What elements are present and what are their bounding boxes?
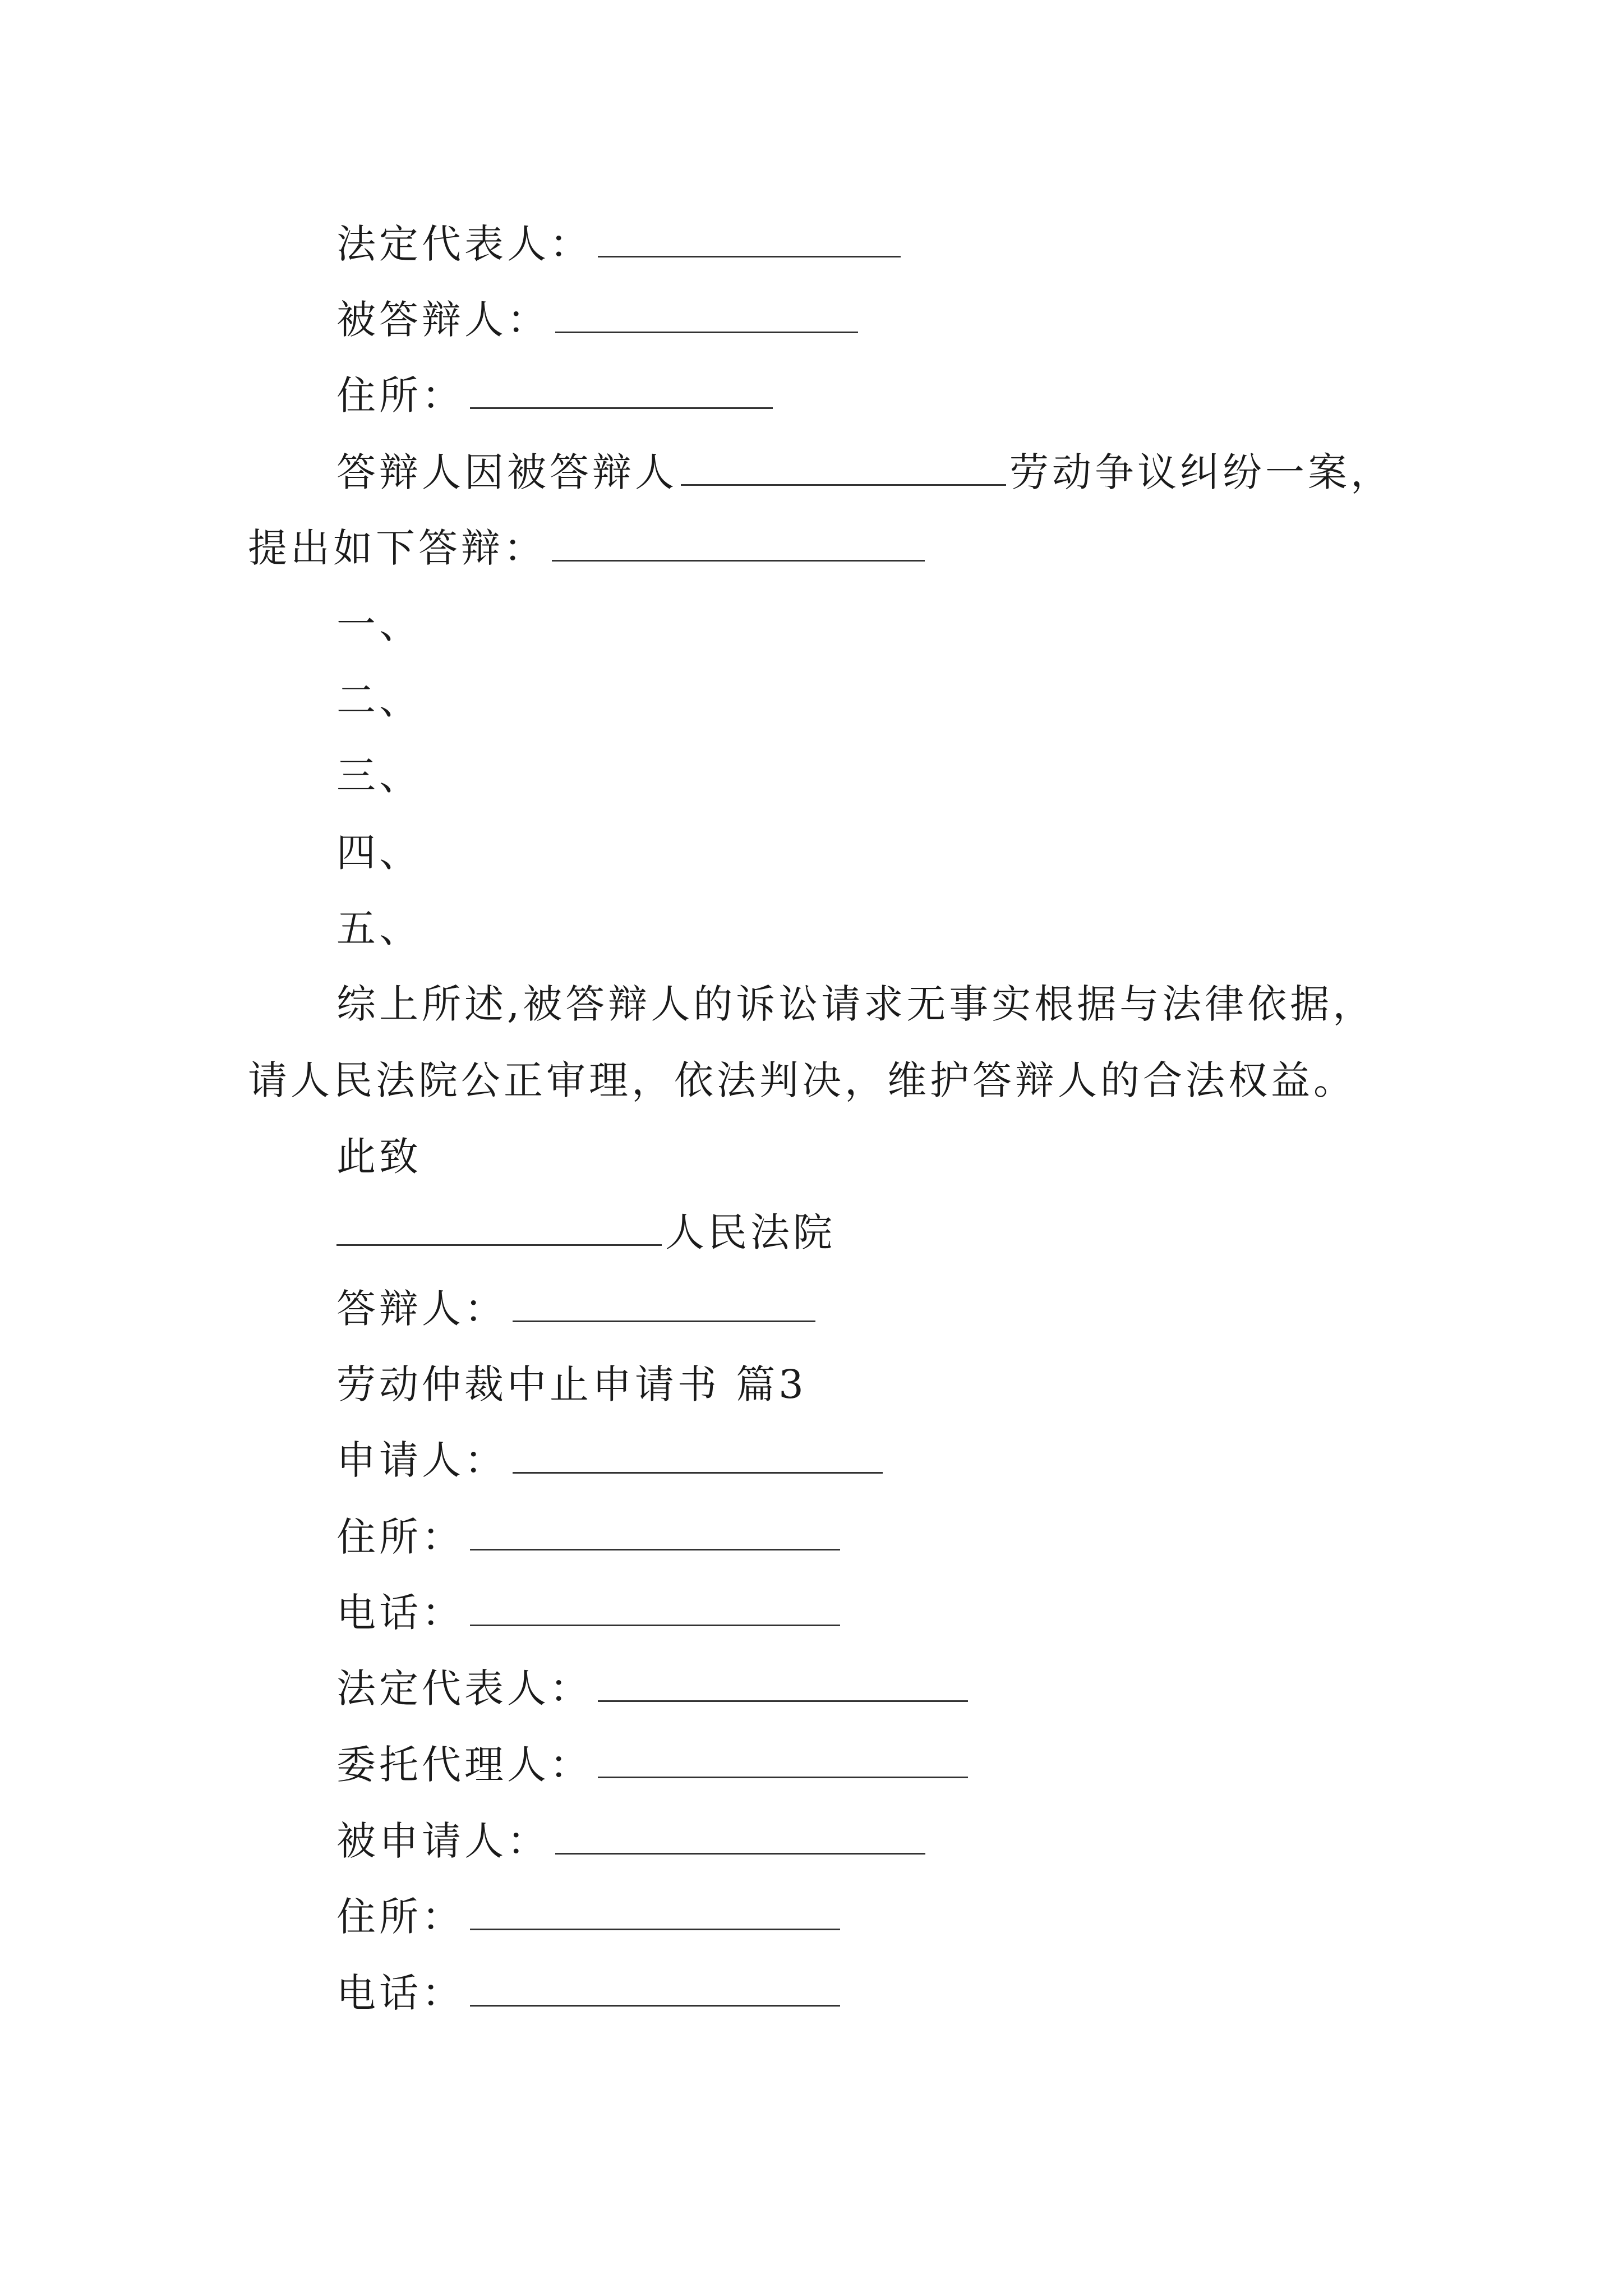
respondent-applicant-label: 被申请人： — [336, 1818, 550, 1864]
respondent-applicant-blank — [555, 1818, 925, 1855]
address-label: 住所： — [336, 372, 464, 418]
respondent-name-blank — [681, 449, 1006, 486]
defense-intro-text-a: 答辩人因被答辩人 — [336, 449, 677, 495]
legal-representative-label: 法定代表人： — [336, 221, 592, 267]
point-one — [336, 596, 422, 652]
applicant-legal-rep-blank — [598, 1665, 968, 1702]
point-two — [336, 672, 422, 728]
respondent-address-line — [336, 1889, 840, 1945]
point-four-label: 四、 — [336, 830, 422, 876]
address-line — [336, 367, 773, 424]
applicant-line — [336, 1432, 883, 1488]
salutation-text: 此致 — [336, 1134, 422, 1180]
court-line — [336, 1204, 836, 1260]
defendant-blank — [513, 1286, 815, 1322]
point-one-label: 一、 — [336, 601, 422, 647]
point-four — [336, 825, 422, 881]
salutation-line — [336, 1129, 422, 1185]
respondent-phone-blank — [470, 1970, 840, 2007]
respondent-applicant-line — [336, 1813, 925, 1869]
defendant-label: 答辩人： — [336, 1286, 507, 1332]
applicant-phone-label: 电话： — [336, 1590, 464, 1636]
court-name-blank — [336, 1209, 662, 1246]
court-label: 人民法院 — [665, 1209, 836, 1255]
agent-label: 委托代理人： — [336, 1742, 592, 1788]
applicant-phone-blank — [470, 1590, 840, 1626]
address-blank — [470, 372, 773, 409]
point-five-label: 五、 — [336, 905, 422, 951]
conclusion-text-2: 请人民法院公正审理，依法判决，维护答辩人的合法权益。 — [248, 1057, 1356, 1103]
point-five — [336, 900, 422, 956]
respondent-label: 被答辩人： — [336, 297, 550, 343]
applicant-phone-line — [336, 1585, 840, 1641]
applicant-address-blank — [470, 1514, 840, 1550]
point-three — [336, 748, 422, 804]
defense-intro-text-b: 劳动争议纠纷一案， — [1009, 449, 1393, 495]
agent-blank — [598, 1742, 968, 1778]
conclusion-line-2 — [248, 1052, 1356, 1108]
respondent-address-blank — [470, 1894, 840, 1930]
point-two-label: 二、 — [336, 677, 422, 723]
applicant-legal-rep-line — [336, 1660, 968, 1717]
respondent-line — [336, 292, 858, 348]
defense-statement-label: 提出如下答辩： — [248, 525, 546, 571]
defense-statement-line — [248, 520, 925, 576]
applicant-legal-rep-label: 法定代表人： — [336, 1665, 592, 1711]
defense-intro-line — [336, 444, 1393, 500]
agent-line — [336, 1737, 968, 1793]
respondent-blank — [555, 297, 858, 333]
section-title — [336, 1356, 807, 1412]
applicant-blank — [513, 1437, 883, 1474]
defendant-signature-line — [336, 1281, 815, 1337]
legal-representative-blank — [598, 221, 901, 257]
applicant-address-line — [336, 1509, 840, 1565]
conclusion-line-1 — [336, 976, 1375, 1032]
legal-representative-line — [336, 216, 901, 272]
applicant-label: 申请人： — [336, 1437, 507, 1483]
applicant-address-label: 住所： — [336, 1514, 464, 1560]
respondent-phone-label: 电话： — [336, 1970, 464, 2016]
section-title-text: 劳动仲裁中止申请书 篇3 — [336, 1361, 807, 1407]
defense-statement-blank — [552, 525, 925, 562]
respondent-address-label: 住所： — [336, 1894, 464, 1940]
conclusion-text-1: 综上所述,被答辩人的诉讼请求无事实根据与法律依据， — [336, 981, 1376, 1027]
respondent-phone-line — [336, 1965, 840, 2021]
point-three-label: 三、 — [336, 753, 422, 799]
